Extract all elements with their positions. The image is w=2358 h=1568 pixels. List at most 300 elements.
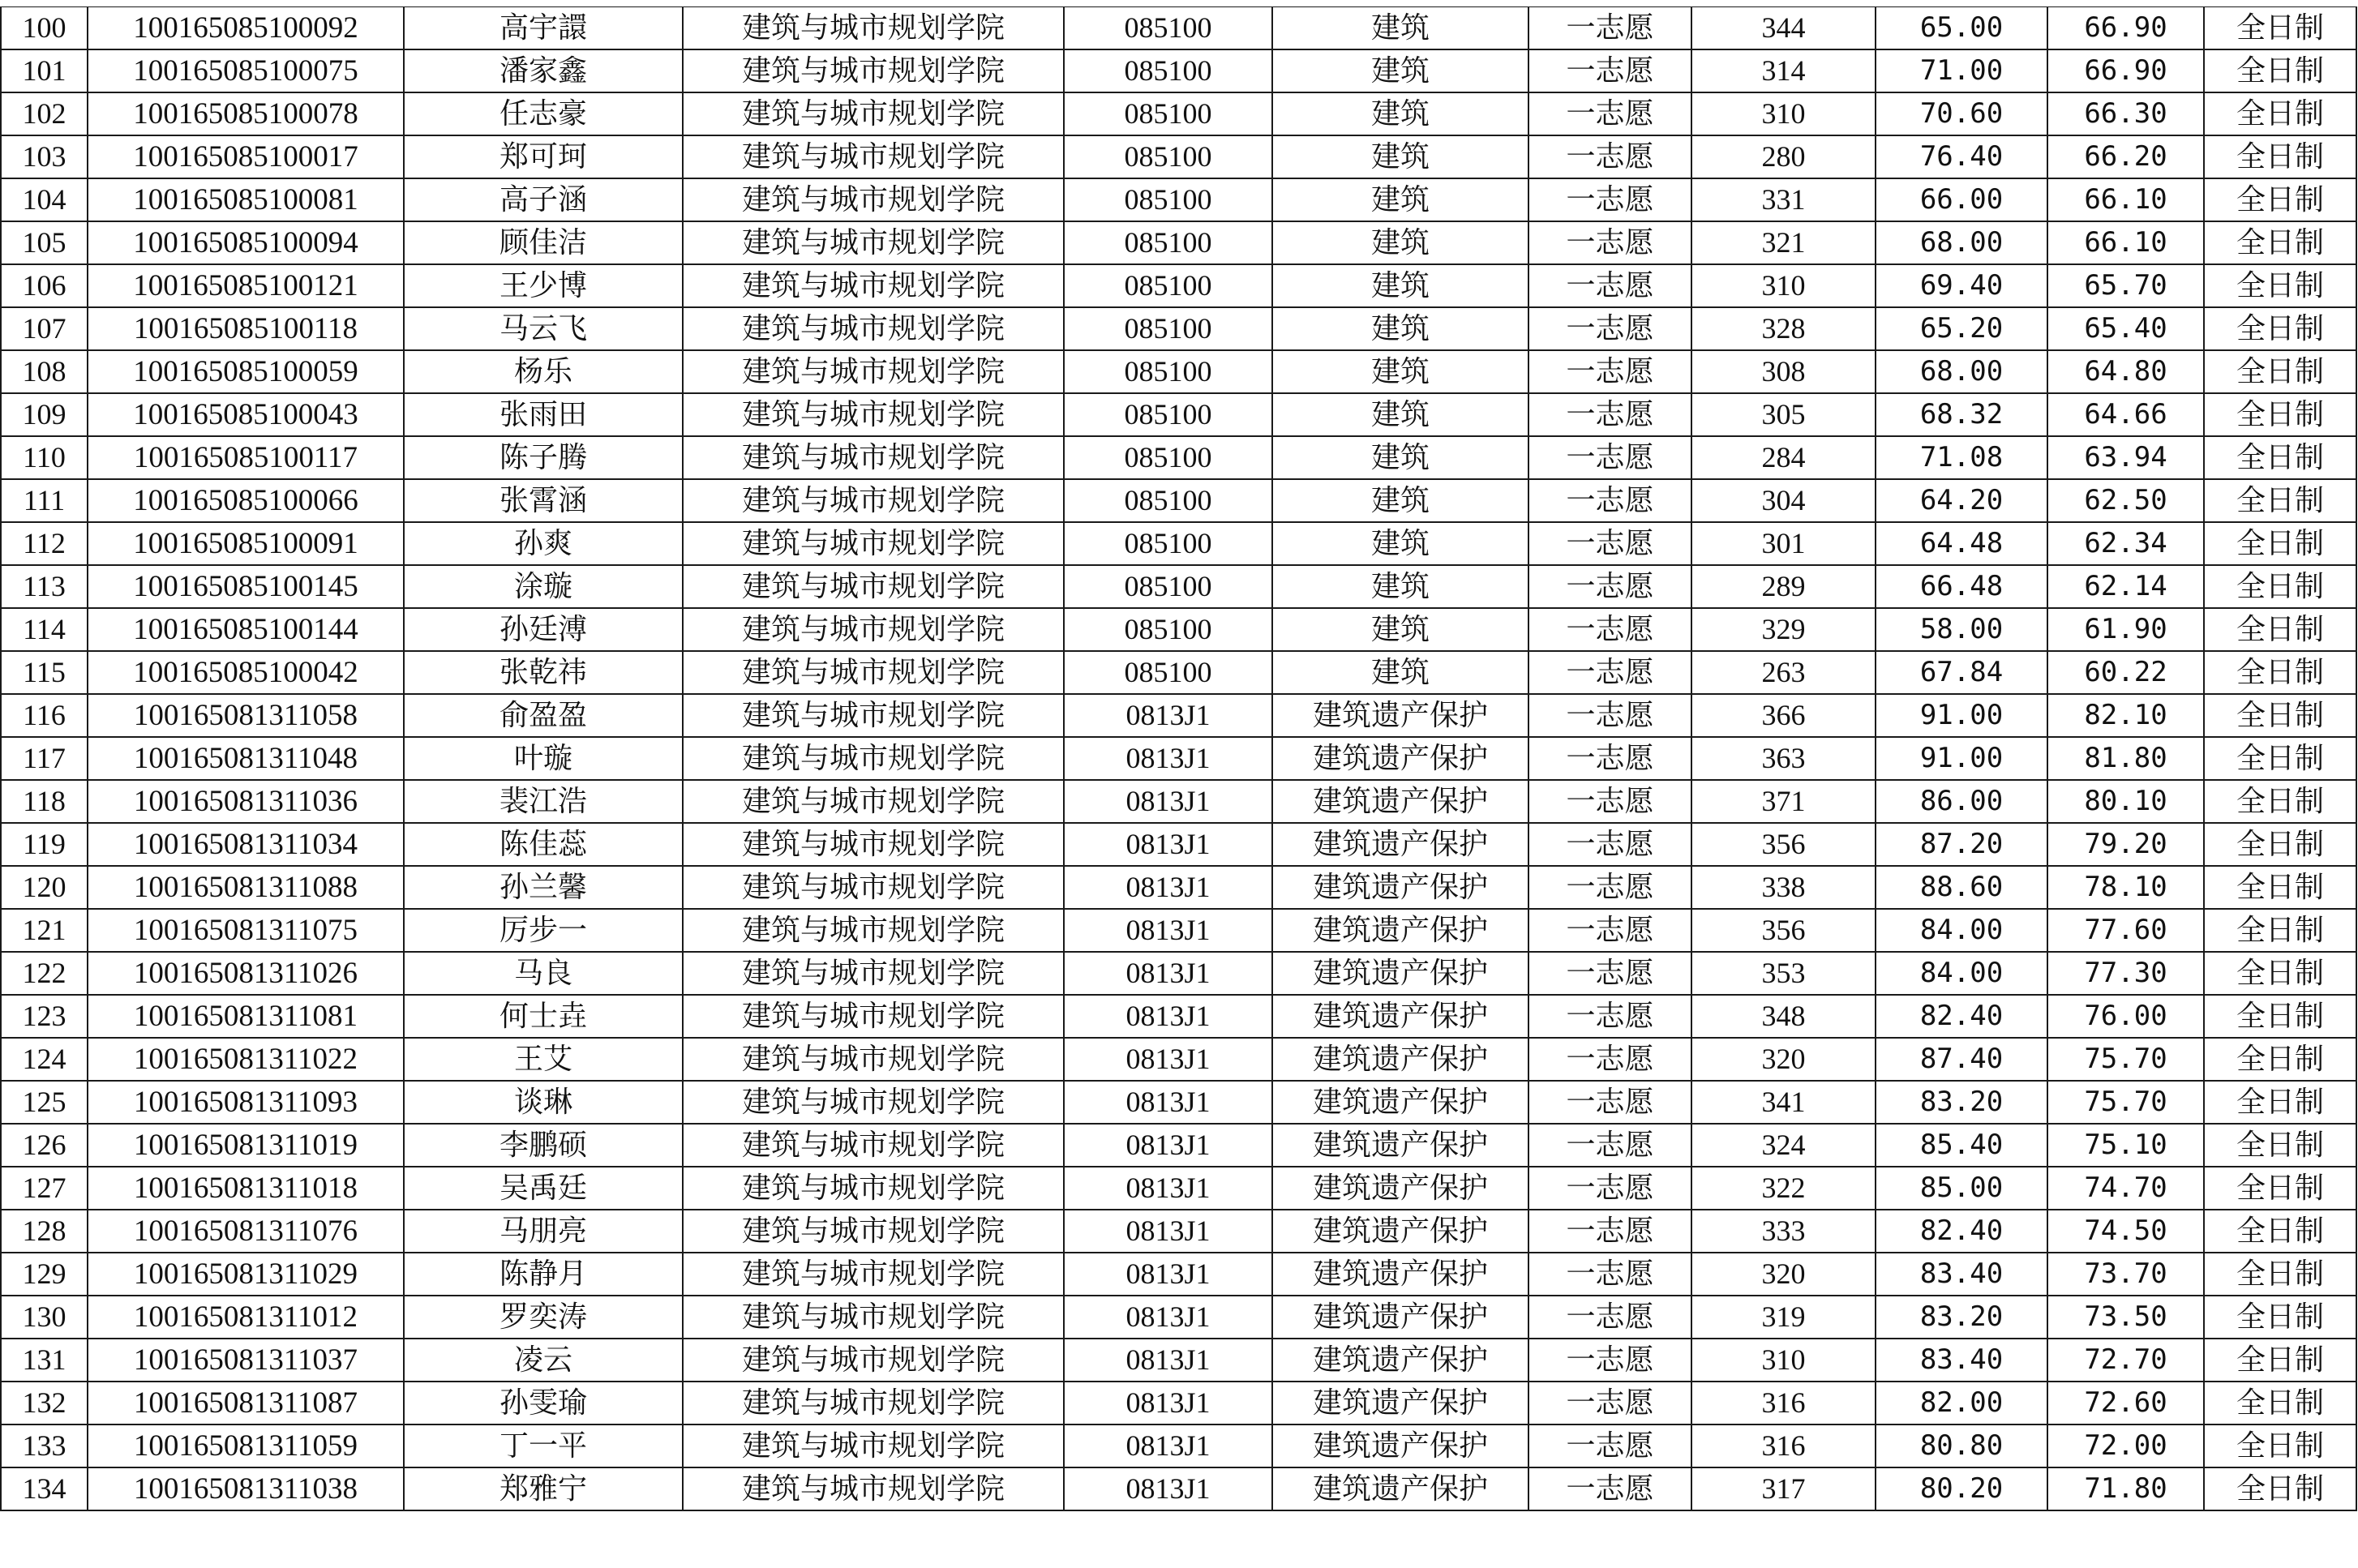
major-name-cell: 建筑遗产保护 [1272, 1124, 1528, 1167]
exam-id-cell: 100165085100118 [88, 307, 404, 350]
school-cell: 建筑与城市规划学院 [683, 92, 1064, 135]
retest-score-cell: 83.40 [1876, 1339, 2047, 1382]
school-cell: 建筑与城市规划学院 [683, 780, 1064, 823]
study-mode-cell: 全日制 [2204, 49, 2356, 92]
initial-score-cell: 356 [1691, 823, 1876, 866]
major-name-cell: 建筑遗产保护 [1272, 952, 1528, 995]
total-score-cell: 66.10 [2047, 178, 2204, 221]
total-score-cell: 61.90 [2047, 608, 2204, 651]
school-cell: 建筑与城市规划学院 [683, 1167, 1064, 1210]
initial-score-cell: 320 [1691, 1253, 1876, 1296]
exam-id-cell: 100165081311036 [88, 780, 404, 823]
row-number-cell: 107 [1, 307, 88, 350]
preference-cell: 一志愿 [1528, 565, 1691, 608]
retest-score-cell: 70.60 [1876, 92, 2047, 135]
table-row [1, 393, 2356, 436]
school-cell: 建筑与城市规划学院 [683, 350, 1064, 393]
retest-score-cell: 80.20 [1876, 1467, 2047, 1510]
preference-cell: 一志愿 [1528, 135, 1691, 178]
name-cell: 高子涵 [404, 178, 683, 221]
major-name-cell: 建筑 [1272, 436, 1528, 479]
major-name-cell: 建筑 [1272, 264, 1528, 307]
exam-id-cell: 100165085100081 [88, 178, 404, 221]
preference-cell: 一志愿 [1528, 866, 1691, 909]
preference-cell: 一志愿 [1528, 1038, 1691, 1081]
total-score-cell: 77.30 [2047, 952, 2204, 995]
major-name-cell: 建筑 [1272, 49, 1528, 92]
retest-score-cell: 88.60 [1876, 866, 2047, 909]
retest-score-cell: 84.00 [1876, 952, 2047, 995]
major-name-cell: 建筑遗产保护 [1272, 1210, 1528, 1253]
major-code-cell: 0813J1 [1064, 1296, 1272, 1339]
major-code-cell: 0813J1 [1064, 1124, 1272, 1167]
major-code-cell: 085100 [1064, 522, 1272, 565]
total-score-cell: 65.70 [2047, 264, 2204, 307]
preference-cell: 一志愿 [1528, 264, 1691, 307]
major-code-cell: 085100 [1064, 608, 1272, 651]
exam-id-cell: 100165081311037 [88, 1339, 404, 1382]
name-cell: 厉步一 [404, 909, 683, 952]
study-mode-cell: 全日制 [2204, 1124, 2356, 1167]
study-mode-cell: 全日制 [2204, 436, 2356, 479]
exam-id-cell: 100165081311048 [88, 737, 404, 780]
retest-score-cell: 83.40 [1876, 1253, 2047, 1296]
study-mode-cell: 全日制 [2204, 1382, 2356, 1424]
total-score-cell: 73.70 [2047, 1253, 2204, 1296]
school-cell: 建筑与城市规划学院 [683, 479, 1064, 522]
study-mode-cell: 全日制 [2204, 1339, 2356, 1382]
retest-score-cell: 64.48 [1876, 522, 2047, 565]
initial-score-cell: 333 [1691, 1210, 1876, 1253]
major-code-cell: 0813J1 [1064, 780, 1272, 823]
school-cell: 建筑与城市规划学院 [683, 866, 1064, 909]
major-name-cell: 建筑遗产保护 [1272, 737, 1528, 780]
table-row [1, 1253, 2356, 1296]
retest-score-cell: 65.20 [1876, 307, 2047, 350]
major-code-cell: 085100 [1064, 651, 1272, 694]
initial-score-cell: 289 [1691, 565, 1876, 608]
total-score-cell: 76.00 [2047, 995, 2204, 1038]
major-code-cell: 0813J1 [1064, 952, 1272, 995]
study-mode-cell: 全日制 [2204, 866, 2356, 909]
admission-list-table [0, 6, 2357, 1511]
retest-score-cell: 80.80 [1876, 1424, 2047, 1467]
row-number-cell: 131 [1, 1339, 88, 1382]
table-row [1, 522, 2356, 565]
initial-score-cell: 310 [1691, 1339, 1876, 1382]
retest-score-cell: 66.00 [1876, 178, 2047, 221]
school-cell: 建筑与城市规划学院 [683, 1296, 1064, 1339]
study-mode-cell: 全日制 [2204, 737, 2356, 780]
retest-score-cell: 83.20 [1876, 1296, 2047, 1339]
major-name-cell: 建筑 [1272, 608, 1528, 651]
major-code-cell: 0813J1 [1064, 909, 1272, 952]
row-number-cell: 124 [1, 1038, 88, 1081]
exam-id-cell: 100165081311088 [88, 866, 404, 909]
retest-score-cell: 71.08 [1876, 436, 2047, 479]
school-cell: 建筑与城市规划学院 [683, 952, 1064, 995]
table-row [1, 1467, 2356, 1510]
study-mode-cell: 全日制 [2204, 307, 2356, 350]
school-cell: 建筑与城市规划学院 [683, 49, 1064, 92]
table-row [1, 651, 2356, 694]
initial-score-cell: 280 [1691, 135, 1876, 178]
name-cell: 吴禹廷 [404, 1167, 683, 1210]
name-cell: 涂璇 [404, 565, 683, 608]
table-row [1, 1210, 2356, 1253]
initial-score-cell: 324 [1691, 1124, 1876, 1167]
preference-cell: 一志愿 [1528, 178, 1691, 221]
study-mode-cell: 全日制 [2204, 909, 2356, 952]
table-body [1, 7, 2356, 1511]
initial-score-cell: 301 [1691, 522, 1876, 565]
study-mode-cell: 全日制 [2204, 694, 2356, 737]
study-mode-cell: 全日制 [2204, 92, 2356, 135]
name-cell: 陈佳蕊 [404, 823, 683, 866]
row-number-cell: 122 [1, 952, 88, 995]
retest-score-cell: 82.00 [1876, 1382, 2047, 1424]
total-score-cell: 66.10 [2047, 221, 2204, 264]
retest-score-cell: 71.00 [1876, 49, 2047, 92]
initial-score-cell: 331 [1691, 178, 1876, 221]
school-cell: 建筑与城市规划学院 [683, 1253, 1064, 1296]
initial-score-cell: 353 [1691, 952, 1876, 995]
name-cell: 凌云 [404, 1339, 683, 1382]
preference-cell: 一志愿 [1528, 221, 1691, 264]
major-code-cell: 085100 [1064, 7, 1272, 50]
study-mode-cell: 全日制 [2204, 565, 2356, 608]
initial-score-cell: 329 [1691, 608, 1876, 651]
retest-score-cell: 85.40 [1876, 1124, 2047, 1167]
major-name-cell: 建筑遗产保护 [1272, 694, 1528, 737]
school-cell: 建筑与城市规划学院 [683, 1382, 1064, 1424]
name-cell: 高宇譞 [404, 7, 683, 50]
study-mode-cell: 全日制 [2204, 1038, 2356, 1081]
major-name-cell: 建筑 [1272, 522, 1528, 565]
retest-score-cell: 66.48 [1876, 565, 2047, 608]
table-row [1, 264, 2356, 307]
total-score-cell: 72.60 [2047, 1382, 2204, 1424]
name-cell: 陈子腾 [404, 436, 683, 479]
name-cell: 潘家鑫 [404, 49, 683, 92]
major-code-cell: 085100 [1064, 178, 1272, 221]
study-mode-cell: 全日制 [2204, 221, 2356, 264]
initial-score-cell: 304 [1691, 479, 1876, 522]
preference-cell: 一志愿 [1528, 350, 1691, 393]
major-code-cell: 0813J1 [1064, 1467, 1272, 1510]
total-score-cell: 71.80 [2047, 1467, 2204, 1510]
preference-cell: 一志愿 [1528, 995, 1691, 1038]
exam-id-cell: 100165081311029 [88, 1253, 404, 1296]
total-score-cell: 74.50 [2047, 1210, 2204, 1253]
exam-id-cell: 100165081311038 [88, 1467, 404, 1510]
row-number-cell: 103 [1, 135, 88, 178]
exam-id-cell: 100165085100075 [88, 49, 404, 92]
table-row [1, 780, 2356, 823]
exam-id-cell: 100165081311076 [88, 1210, 404, 1253]
row-number-cell: 132 [1, 1382, 88, 1424]
major-name-cell: 建筑 [1272, 92, 1528, 135]
retest-score-cell: 83.20 [1876, 1081, 2047, 1124]
major-code-cell: 0813J1 [1064, 1167, 1272, 1210]
total-score-cell: 60.22 [2047, 651, 2204, 694]
major-name-cell: 建筑 [1272, 307, 1528, 350]
major-name-cell: 建筑遗产保护 [1272, 780, 1528, 823]
name-cell: 罗奕涛 [404, 1296, 683, 1339]
preference-cell: 一志愿 [1528, 49, 1691, 92]
name-cell: 杨乐 [404, 350, 683, 393]
retest-score-cell: 82.40 [1876, 1210, 2047, 1253]
row-number-cell: 128 [1, 1210, 88, 1253]
school-cell: 建筑与城市规划学院 [683, 565, 1064, 608]
table-row [1, 737, 2356, 780]
row-number-cell: 105 [1, 221, 88, 264]
table-row [1, 952, 2356, 995]
row-number-cell: 113 [1, 565, 88, 608]
name-cell: 马云飞 [404, 307, 683, 350]
major-code-cell: 085100 [1064, 49, 1272, 92]
preference-cell: 一志愿 [1528, 694, 1691, 737]
major-code-cell: 085100 [1064, 350, 1272, 393]
retest-score-cell: 68.00 [1876, 221, 2047, 264]
major-code-cell: 085100 [1064, 436, 1272, 479]
total-score-cell: 73.50 [2047, 1296, 2204, 1339]
exam-id-cell: 100165085100078 [88, 92, 404, 135]
row-number-cell: 116 [1, 694, 88, 737]
major-name-cell: 建筑遗产保护 [1272, 1081, 1528, 1124]
name-cell: 李鹏硕 [404, 1124, 683, 1167]
major-name-cell: 建筑 [1272, 135, 1528, 178]
exam-id-cell: 100165085100059 [88, 350, 404, 393]
major-name-cell: 建筑遗产保护 [1272, 995, 1528, 1038]
retest-score-cell: 91.00 [1876, 737, 2047, 780]
major-code-cell: 0813J1 [1064, 737, 1272, 780]
table-row [1, 694, 2356, 737]
table-row [1, 221, 2356, 264]
preference-cell: 一志愿 [1528, 92, 1691, 135]
table-row [1, 1424, 2356, 1467]
row-number-cell: 109 [1, 393, 88, 436]
row-number-cell: 108 [1, 350, 88, 393]
retest-score-cell: 91.00 [1876, 694, 2047, 737]
total-score-cell: 79.20 [2047, 823, 2204, 866]
name-cell: 何士垚 [404, 995, 683, 1038]
name-cell: 郑可珂 [404, 135, 683, 178]
row-number-cell: 106 [1, 264, 88, 307]
study-mode-cell: 全日制 [2204, 522, 2356, 565]
row-number-cell: 102 [1, 92, 88, 135]
total-score-cell: 64.80 [2047, 350, 2204, 393]
preference-cell: 一志愿 [1528, 1424, 1691, 1467]
row-number-cell: 126 [1, 1124, 88, 1167]
row-number-cell: 134 [1, 1467, 88, 1510]
school-cell: 建筑与城市规划学院 [683, 608, 1064, 651]
name-cell: 郑雅宁 [404, 1467, 683, 1510]
total-score-cell: 77.60 [2047, 909, 2204, 952]
school-cell: 建筑与城市规划学院 [683, 823, 1064, 866]
preference-cell: 一志愿 [1528, 436, 1691, 479]
row-number-cell: 111 [1, 479, 88, 522]
preference-cell: 一志愿 [1528, 1467, 1691, 1510]
exam-id-cell: 100165085100042 [88, 651, 404, 694]
school-cell: 建筑与城市规划学院 [683, 1081, 1064, 1124]
exam-id-cell: 100165081311022 [88, 1038, 404, 1081]
school-cell: 建筑与城市规划学院 [683, 1038, 1064, 1081]
table-row [1, 479, 2356, 522]
row-number-cell: 121 [1, 909, 88, 952]
row-number-cell: 117 [1, 737, 88, 780]
initial-score-cell: 328 [1691, 307, 1876, 350]
study-mode-cell: 全日制 [2204, 780, 2356, 823]
total-score-cell: 74.70 [2047, 1167, 2204, 1210]
initial-score-cell: 284 [1691, 436, 1876, 479]
major-name-cell: 建筑遗产保护 [1272, 1467, 1528, 1510]
exam-id-cell: 100165085100043 [88, 393, 404, 436]
retest-score-cell: 67.84 [1876, 651, 2047, 694]
study-mode-cell: 全日制 [2204, 1081, 2356, 1124]
table-row [1, 1167, 2356, 1210]
major-name-cell: 建筑遗产保护 [1272, 1382, 1528, 1424]
major-code-cell: 0813J1 [1064, 995, 1272, 1038]
total-score-cell: 75.70 [2047, 1038, 2204, 1081]
preference-cell: 一志愿 [1528, 1382, 1691, 1424]
table-row [1, 995, 2356, 1038]
major-code-cell: 085100 [1064, 264, 1272, 307]
school-cell: 建筑与城市规划学院 [683, 307, 1064, 350]
total-score-cell: 66.30 [2047, 92, 2204, 135]
preference-cell: 一志愿 [1528, 1253, 1691, 1296]
preference-cell: 一志愿 [1528, 1296, 1691, 1339]
initial-score-cell: 321 [1691, 221, 1876, 264]
preference-cell: 一志愿 [1528, 823, 1691, 866]
preference-cell: 一志愿 [1528, 1210, 1691, 1253]
total-score-cell: 62.34 [2047, 522, 2204, 565]
row-number-cell: 125 [1, 1081, 88, 1124]
table-row [1, 608, 2356, 651]
total-score-cell: 63.94 [2047, 436, 2204, 479]
school-cell: 建筑与城市规划学院 [683, 7, 1064, 50]
school-cell: 建筑与城市规划学院 [683, 694, 1064, 737]
school-cell: 建筑与城市规划学院 [683, 393, 1064, 436]
major-code-cell: 085100 [1064, 135, 1272, 178]
study-mode-cell: 全日制 [2204, 1296, 2356, 1339]
major-code-cell: 0813J1 [1064, 823, 1272, 866]
school-cell: 建筑与城市规划学院 [683, 909, 1064, 952]
exam-id-cell: 100165085100121 [88, 264, 404, 307]
total-score-cell: 72.70 [2047, 1339, 2204, 1382]
table-row [1, 565, 2356, 608]
name-cell: 马良 [404, 952, 683, 995]
major-code-cell: 085100 [1064, 221, 1272, 264]
retest-score-cell: 84.00 [1876, 909, 2047, 952]
major-name-cell: 建筑遗产保护 [1272, 866, 1528, 909]
school-cell: 建筑与城市规划学院 [683, 1210, 1064, 1253]
major-code-cell: 0813J1 [1064, 1253, 1272, 1296]
preference-cell: 一志愿 [1528, 952, 1691, 995]
major-code-cell: 0813J1 [1064, 1382, 1272, 1424]
table-row [1, 436, 2356, 479]
exam-id-cell: 100165081311087 [88, 1382, 404, 1424]
major-code-cell: 0813J1 [1064, 1038, 1272, 1081]
row-number-cell: 133 [1, 1424, 88, 1467]
major-code-cell: 085100 [1064, 307, 1272, 350]
exam-id-cell: 100165081311034 [88, 823, 404, 866]
initial-score-cell: 341 [1691, 1081, 1876, 1124]
major-code-cell: 0813J1 [1064, 1424, 1272, 1467]
exam-id-cell: 100165081311081 [88, 995, 404, 1038]
total-score-cell: 72.00 [2047, 1424, 2204, 1467]
major-code-cell: 085100 [1064, 393, 1272, 436]
name-cell: 顾佳洁 [404, 221, 683, 264]
study-mode-cell: 全日制 [2204, 264, 2356, 307]
school-cell: 建筑与城市规划学院 [683, 178, 1064, 221]
preference-cell: 一志愿 [1528, 393, 1691, 436]
retest-score-cell: 64.20 [1876, 479, 2047, 522]
initial-score-cell: 322 [1691, 1167, 1876, 1210]
total-score-cell: 64.66 [2047, 393, 2204, 436]
name-cell: 陈静月 [404, 1253, 683, 1296]
table-row [1, 7, 2356, 50]
name-cell: 孙爽 [404, 522, 683, 565]
name-cell: 裴江浩 [404, 780, 683, 823]
table-row [1, 49, 2356, 92]
name-cell: 孙廷溥 [404, 608, 683, 651]
preference-cell: 一志愿 [1528, 737, 1691, 780]
major-code-cell: 0813J1 [1064, 1081, 1272, 1124]
major-name-cell: 建筑遗产保护 [1272, 1038, 1528, 1081]
table-row [1, 1339, 2356, 1382]
retest-score-cell: 76.40 [1876, 135, 2047, 178]
preference-cell: 一志愿 [1528, 7, 1691, 50]
preference-cell: 一志愿 [1528, 780, 1691, 823]
school-cell: 建筑与城市规划学院 [683, 1467, 1064, 1510]
exam-id-cell: 100165085100017 [88, 135, 404, 178]
name-cell: 王艾 [404, 1038, 683, 1081]
row-number-cell: 120 [1, 866, 88, 909]
exam-id-cell: 100165085100092 [88, 7, 404, 50]
major-name-cell: 建筑 [1272, 221, 1528, 264]
name-cell: 孙兰馨 [404, 866, 683, 909]
initial-score-cell: 344 [1691, 7, 1876, 50]
exam-id-cell: 100165081311059 [88, 1424, 404, 1467]
initial-score-cell: 371 [1691, 780, 1876, 823]
total-score-cell: 66.20 [2047, 135, 2204, 178]
row-number-cell: 127 [1, 1167, 88, 1210]
major-name-cell: 建筑 [1272, 7, 1528, 50]
school-cell: 建筑与城市规划学院 [683, 1339, 1064, 1382]
major-name-cell: 建筑 [1272, 178, 1528, 221]
study-mode-cell: 全日制 [2204, 350, 2356, 393]
retest-score-cell: 87.40 [1876, 1038, 2047, 1081]
name-cell: 任志豪 [404, 92, 683, 135]
study-mode-cell: 全日制 [2204, 7, 2356, 50]
major-code-cell: 0813J1 [1064, 1210, 1272, 1253]
row-number-cell: 110 [1, 436, 88, 479]
school-cell: 建筑与城市规划学院 [683, 264, 1064, 307]
row-number-cell: 114 [1, 608, 88, 651]
initial-score-cell: 305 [1691, 393, 1876, 436]
total-score-cell: 66.90 [2047, 49, 2204, 92]
row-number-cell: 104 [1, 178, 88, 221]
school-cell: 建筑与城市规划学院 [683, 221, 1064, 264]
school-cell: 建筑与城市规划学院 [683, 522, 1064, 565]
initial-score-cell: 338 [1691, 866, 1876, 909]
name-cell: 王少博 [404, 264, 683, 307]
exam-id-cell: 100165085100066 [88, 479, 404, 522]
study-mode-cell: 全日制 [2204, 178, 2356, 221]
school-cell: 建筑与城市规划学院 [683, 737, 1064, 780]
study-mode-cell: 全日制 [2204, 393, 2356, 436]
